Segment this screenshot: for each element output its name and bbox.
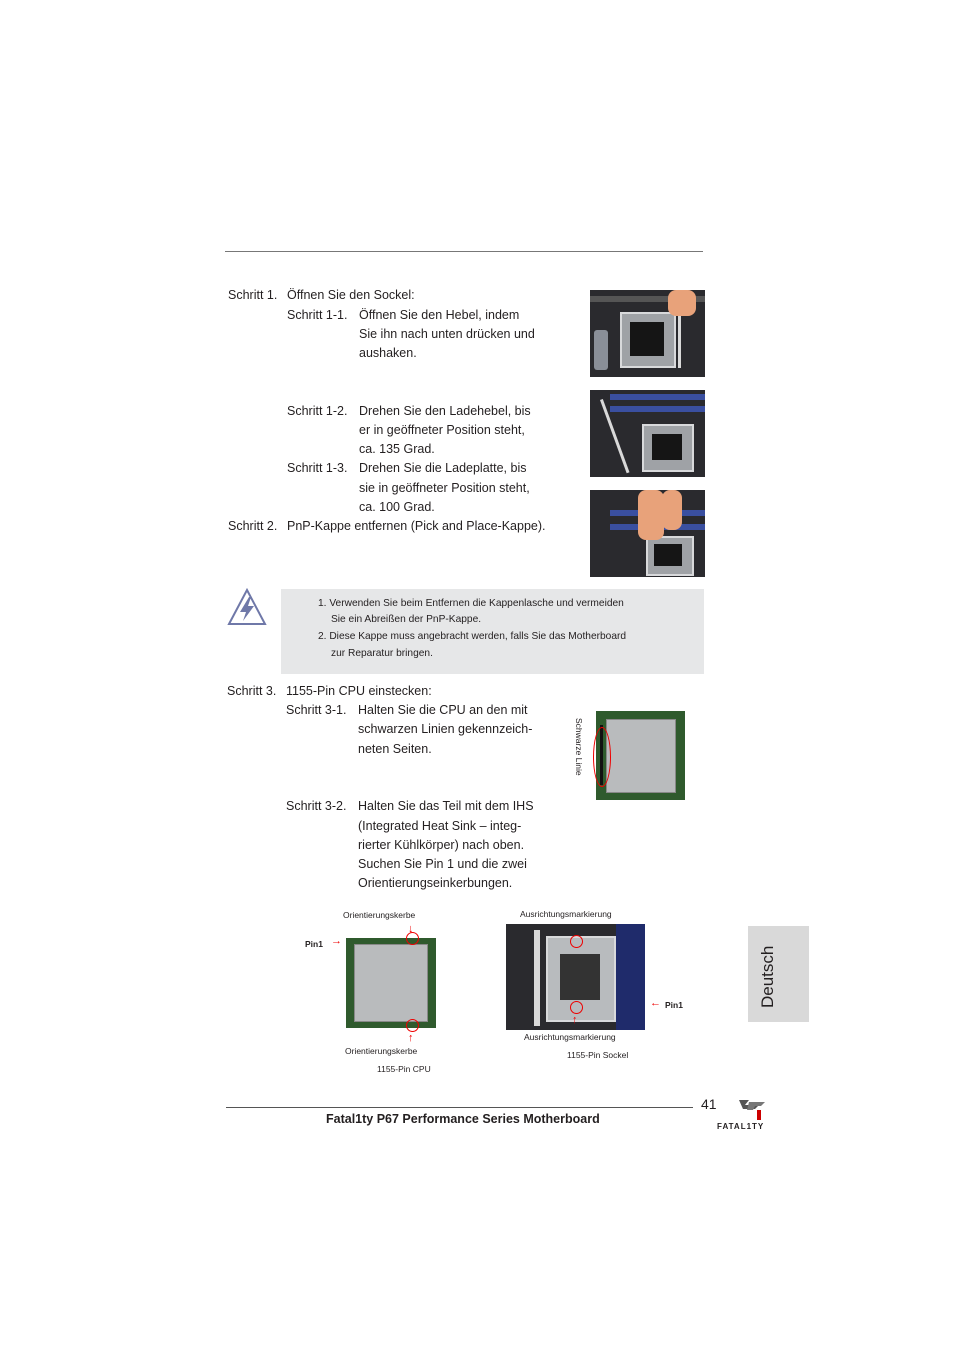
step1-label: Schritt 1.: [228, 288, 278, 302]
step1-1-line3: aushaken.: [359, 346, 417, 360]
cpu-notch-top-circle: [406, 932, 419, 945]
step3-1-label: Schritt 3-1.: [286, 703, 347, 717]
step3-2-line4: Suchen Sie Pin 1 und die zwei: [358, 857, 527, 871]
cpu-pin1-label: Pin1: [305, 939, 323, 949]
step1-2-line1: Drehen Sie den Ladehebel, bis: [359, 404, 531, 418]
step2-label: Schritt 2.: [228, 519, 278, 533]
note-line1: 1. Verwenden Sie beim Entfernen die Kappenlasche und vermeiden: [318, 598, 624, 609]
socket-caption: 1155-Pin Sockel: [567, 1050, 629, 1060]
step3-1-line1: Halten Sie die CPU an den mit: [358, 703, 528, 717]
step1-1-line2: Sie ihn nach unten drücken und: [359, 327, 535, 341]
step1-2-line3: ca. 135 Grad.: [359, 442, 435, 456]
socket-mark-top-circle: [570, 935, 583, 948]
cpu-notch-top-label: Orientierungskerbe: [343, 910, 416, 920]
note-line3: 2. Diese Kappe muss angebracht werden, falls Sie das Motherboard: [318, 631, 627, 642]
socket-mark-bottom-circle: [570, 1001, 583, 1014]
cpu-notch-bottom-arrow: ↑: [408, 1032, 414, 1044]
warning-icon: [227, 588, 267, 626]
socket-pin1-label: Pin1: [665, 1000, 683, 1010]
step1-2-label: Schritt 1-2.: [287, 404, 348, 418]
footer-title: Fatal1ty P67 Performance Series Motherboard: [326, 1112, 600, 1126]
socket-pin1-arrow: ←: [650, 997, 661, 1009]
step1-title: Öffnen Sie den Sockel:: [287, 288, 415, 302]
photo-lever-135: [590, 390, 705, 477]
step3-2-line5: Orientierungseinkerbungen.: [358, 876, 513, 890]
step3-2-line2: (Integrated Heat Sink – integ-: [358, 819, 522, 833]
step1-3-line3: ca. 100 Grad.: [359, 500, 435, 514]
socket-mark-top-label: Ausrichtungsmarkierung: [520, 909, 612, 919]
step1-3-line1: Drehen Sie die Ladeplatte, bis: [359, 461, 527, 475]
fatal1ty-logo: [735, 1098, 781, 1122]
step1-1-line1: Öffnen Sie den Hebel, indem: [359, 308, 520, 322]
black-line-highlight: [593, 727, 611, 787]
step1-2-line2: er in geöffneter Position steht,: [359, 423, 525, 437]
note-line4: zur Reparatur bringen.: [331, 648, 433, 659]
socket-mark-bottom-arrow: ↑: [572, 1014, 578, 1026]
step3-2-line1: Halten Sie das Teil mit dem IHS: [358, 799, 534, 813]
step1-3-line2: sie in geöffneter Position steht,: [359, 481, 530, 495]
cpu-notch-bottom-circle: [406, 1019, 419, 1032]
step3-title: 1155-Pin CPU einstecken:: [286, 684, 432, 698]
cpu-notch-top-arrow: ↓: [408, 923, 414, 935]
cpu-notch-bottom-label: Orientierungskerbe: [345, 1046, 418, 1056]
fatal1ty-logo-text: FATAL1TY: [717, 1122, 765, 1131]
cpu-figure: [346, 938, 436, 1028]
step3-2-line3: rierter Kühlkörper) nach oben.: [358, 838, 525, 852]
step3-1-line3: neten Seiten.: [358, 742, 432, 756]
photo-remove-cap: [590, 490, 705, 577]
note-line2: Sie ein Abreißen der PnP-Kappe.: [331, 614, 482, 625]
socket-mark-bottom-label: Ausrichtungsmarkierung: [524, 1032, 616, 1042]
page-number: 41: [701, 1096, 717, 1112]
step1-3-label: Schritt 1-3.: [287, 461, 348, 475]
step3-label: Schritt 3.: [227, 684, 277, 698]
footer-rule: [226, 1107, 693, 1108]
black-line-label: Schwarze Linie: [574, 718, 584, 776]
cpu-pin1-arrow: →: [331, 935, 342, 947]
language-tab-label: Deutsch: [758, 945, 777, 1008]
step3-2-label: Schritt 3-2.: [286, 799, 347, 813]
top-rule: [225, 251, 703, 252]
step3-1-line2: schwarzen Linien gekennzeich-: [358, 722, 533, 736]
cpu-caption: 1155-Pin CPU: [377, 1064, 431, 1074]
step1-1-label: Schritt 1-1.: [287, 308, 348, 322]
step2-text: PnP-Kappe entfernen (Pick and Place-Kappe).: [287, 519, 546, 533]
photo-open-lever: [590, 290, 705, 377]
